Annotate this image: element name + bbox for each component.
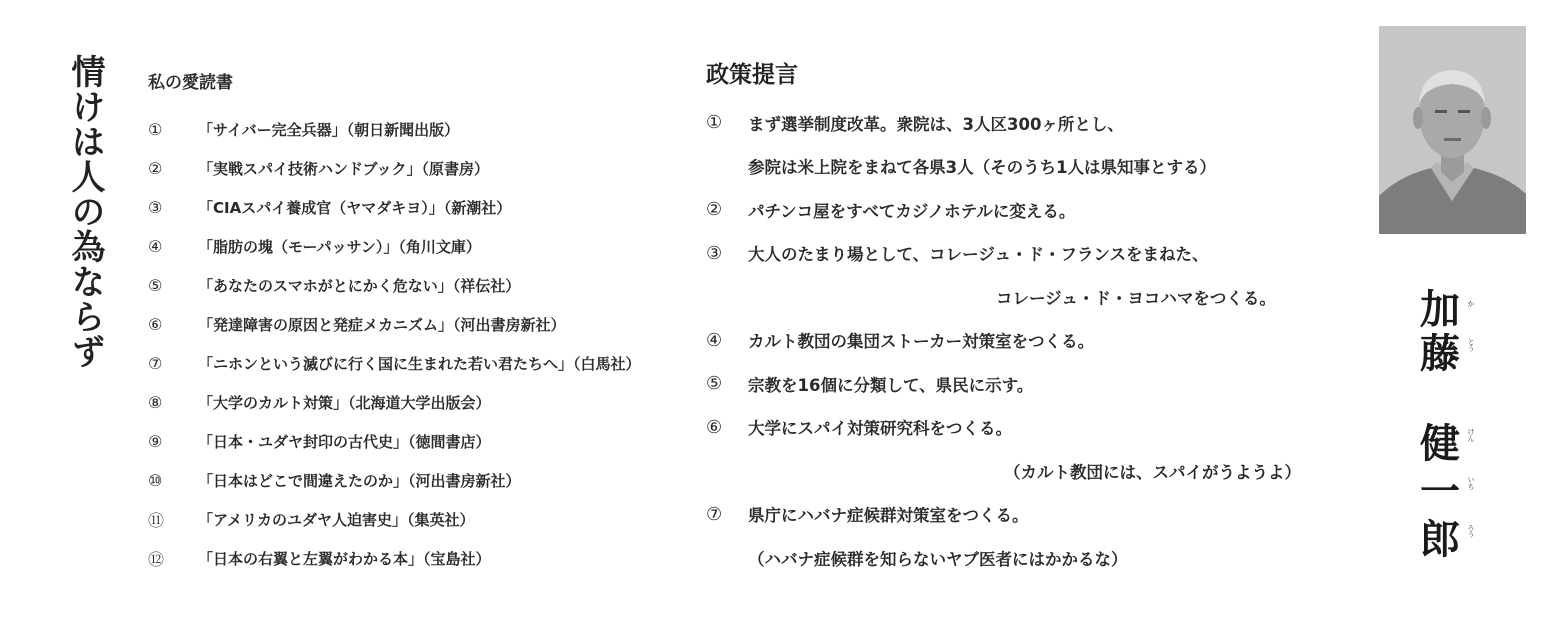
motto-vertical-heading: 情けは人の為ならず — [65, 54, 105, 369]
book-number: ⑤ — [148, 276, 163, 295]
book-item — [148, 305, 688, 344]
policy-text: 大人のたまり場として、コレージュ・ド・フランスをまねた、 — [748, 245, 1209, 265]
book-item — [148, 188, 688, 227]
policy-line-continued — [706, 275, 1356, 319]
policy-title: 政策提言 — [706, 62, 798, 88]
policy-line — [706, 362, 1356, 406]
book-number: ④ — [148, 237, 163, 256]
name-kanji: 加 — [1420, 287, 1460, 333]
book-title: 「実戦スパイ技術ハンドブック」（原書房） — [198, 160, 490, 178]
name-kanji: 郎 — [1420, 517, 1460, 563]
book-number: ① — [148, 120, 163, 139]
name-char — [1420, 517, 1480, 563]
book-title: 「発達障害の原因と発症メカニズム」（河出書房新社） — [198, 316, 566, 334]
name-ruby: か — [1467, 300, 1475, 307]
policy-text: 県庁にハバナ症候群対策室をつくる。 — [748, 506, 1029, 526]
policy-line — [706, 493, 1356, 537]
book-number: ⑦ — [148, 354, 163, 373]
policy-text: （ハバナ症候群を知らないヤブ医者にはかかるな） — [748, 549, 1128, 569]
book-title: 「アメリカのユダヤ人迫害史」（集英社） — [198, 511, 475, 529]
name-char — [1420, 469, 1480, 515]
policy-number: ④ — [706, 329, 723, 351]
book-item — [148, 227, 688, 266]
book-item — [148, 149, 688, 188]
policy-text: パチンコ屋をすべてカジノホテルに変える。 — [748, 201, 1076, 221]
policy-number: ⑤ — [706, 373, 723, 395]
book-item — [148, 266, 688, 305]
book-number: ② — [148, 159, 163, 178]
book-number: ⑪ — [148, 511, 165, 530]
book-title: 「日本・ユダヤ封印の古代史」（徳間書店） — [198, 433, 491, 451]
policy-number: ② — [706, 199, 723, 221]
book-item — [148, 344, 688, 383]
candidate-photo — [1379, 26, 1526, 234]
policy-text: （カルト教団には、スパイがうようよ） — [1004, 462, 1301, 482]
policy-line-continued — [706, 449, 1356, 493]
favorite-books-section — [148, 68, 688, 578]
book-title: 「日本はどこで間違えたのか」（河出書房新社） — [198, 472, 521, 490]
book-item — [148, 500, 688, 539]
book-title: 「あなたのスマホがとにかく危ない」（祥伝社） — [198, 277, 521, 295]
policy-text: 参院は米上院をまねて各県3人（そのうち1人は県知事とする） — [748, 158, 1217, 178]
name-char — [1420, 287, 1480, 333]
book-title: 「サイバー完全兵器」（朝日新聞出版） — [198, 121, 460, 139]
policy-line — [706, 101, 1356, 145]
name-kanji: 一 — [1420, 469, 1460, 515]
policy-number: ⑦ — [706, 503, 723, 525]
book-number: ⑧ — [148, 393, 163, 412]
favorite-books-title: 私の愛読書 — [148, 73, 233, 93]
book-title: 「ニホンという滅びに行く国に生まれた若い君たちへ」（白馬社） — [198, 355, 641, 373]
name-ruby: ろう — [1467, 524, 1475, 538]
policy-proposals-section — [706, 56, 1356, 580]
policy-number: ① — [706, 112, 723, 134]
name-char — [1420, 331, 1480, 377]
book-item — [148, 110, 688, 149]
policy-line-continued — [706, 536, 1356, 580]
policy-text: 大学にスパイ対策研究科をつくる。 — [748, 419, 1012, 439]
book-title: 「日本の右翼と左翼がわかる本」（宝島社） — [198, 550, 491, 568]
policy-text: カルト教団の集団ストーカー対策室をつくる。 — [748, 332, 1095, 352]
book-number: ⑥ — [148, 315, 163, 334]
book-title: 「大学のカルト対策」（北海道大学出版会） — [198, 394, 491, 412]
candidate-name — [1420, 287, 1480, 563]
book-item — [148, 383, 688, 422]
name-char — [1420, 421, 1480, 467]
policy-line — [706, 232, 1356, 276]
portrait-illustration — [1379, 26, 1526, 234]
name-ruby: とう — [1467, 338, 1475, 352]
policy-text: コレージュ・ド・ヨコハマをつくる。 — [996, 288, 1276, 308]
book-title: 「脂肪の塊（モーパッサン）」（角川文庫） — [198, 238, 481, 256]
name-kanji: 健 — [1420, 421, 1460, 467]
policy-text: まず選挙制度改革。衆院は、3人区300ヶ所とし、 — [748, 114, 1124, 134]
book-title: 「CIAスパイ養成官（ヤマダキヨ）」（新潮社） — [198, 199, 512, 217]
policy-number: ⑥ — [706, 416, 723, 438]
policy-line — [706, 319, 1356, 363]
policy-line — [706, 406, 1356, 450]
book-number: ⑩ — [148, 471, 163, 490]
policy-line-continued — [706, 145, 1356, 189]
name-kanji: 藤 — [1420, 331, 1460, 377]
name-ruby: けん — [1467, 428, 1475, 442]
book-item — [148, 422, 688, 461]
policy-number: ③ — [706, 242, 723, 264]
book-item — [148, 461, 688, 500]
name-ruby: いち — [1467, 476, 1475, 490]
book-number: ⑫ — [148, 550, 165, 569]
book-number: ③ — [148, 198, 163, 217]
book-item — [148, 539, 688, 578]
policy-text: 宗教を16個に分類して、県民に示す。 — [748, 375, 1034, 395]
policy-line — [706, 188, 1356, 232]
book-number: ⑨ — [148, 432, 163, 451]
